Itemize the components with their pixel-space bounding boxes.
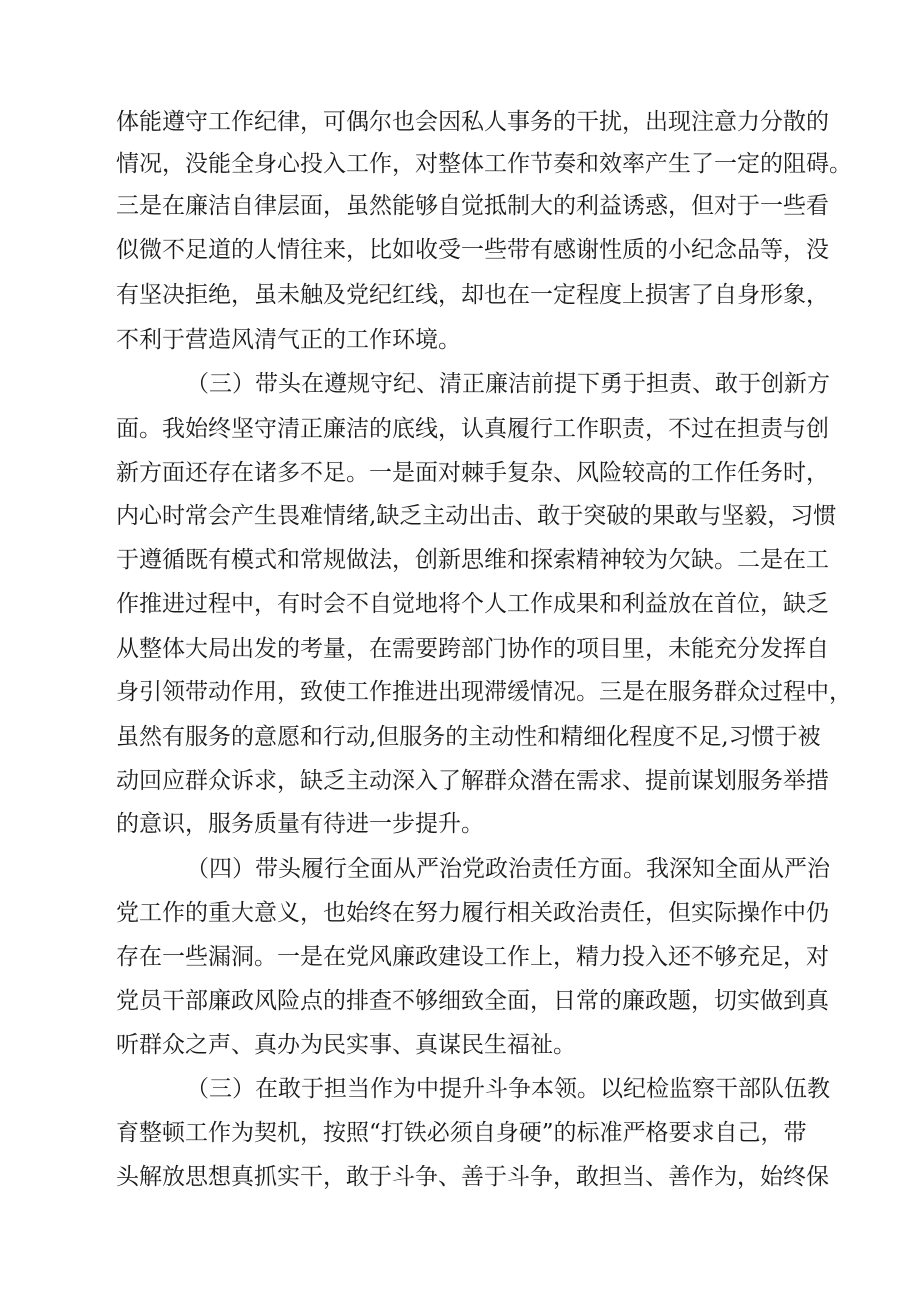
text-line: 的意识，服务质量有待进一步提升。 bbox=[116, 811, 484, 837]
text-line: 三是在廉洁自律层面，虽然能够自觉抵制大的利益诱惑，但对于一些看 bbox=[116, 193, 829, 219]
text-line: 内心时常会产生畏难情绪,缺乏主动出击、敢于突破的果敢与坚毅，习惯 bbox=[116, 503, 837, 529]
text-line: 虽然有服务的意愿和行动,但服务的主动性和精细化程度不足,习惯于被 bbox=[116, 724, 821, 750]
text-line: 体能遵守工作纪律，可偶尔也会因私人事务的干扰，出现注意力分散的 bbox=[116, 109, 829, 135]
text-line: 于遵循既有模式和常规做法，创新思维和探索精神较为欠缺。二是在工 bbox=[116, 547, 829, 573]
text-line: 存在一些漏洞。一是在党风廉政建设工作上，精力投入还不够充足，对 bbox=[116, 944, 829, 970]
text-line: 作推进过程中，有时会不自觉地将个人工作成果和利益放在首位，缺乏 bbox=[116, 591, 829, 617]
text-line: 身引领带动作用，致使工作推进出现滞缓情况。三是在服务群众过程中， bbox=[116, 679, 852, 705]
text-line: 听群众之声、真办为民实事、真谋民生福祉。 bbox=[116, 1032, 576, 1058]
text-line: （三）在敢于担当作为中提升斗争本领。以纪检监察干部队伍教 bbox=[186, 1076, 830, 1102]
text-line: 似微不足道的人情往来，比如收受一些带有感谢性质的小纪念品等，没 bbox=[116, 237, 829, 263]
text-line: 不利于营造风清气正的工作环境。 bbox=[116, 327, 461, 353]
text-line: 有坚决拒绝，虽未触及党纪红线，却也在一定程度上损害了自身形象， bbox=[116, 282, 829, 308]
text-line: 从整体大局出发的考量，在需要跨部门协作的项目里，未能充分发挥自 bbox=[116, 636, 829, 662]
text-line: 育整顿工作为契机，按照“打铁必须自身硬”的标准严格要求自己，带 bbox=[116, 1120, 807, 1146]
text-line: 头解放思想真抓实干，敢于斗争、善于斗争，敢担当、善作为，始终保 bbox=[116, 1164, 829, 1190]
text-line: 面。我始终坚守清正廉洁的底线，认真履行工作职责，不过在担责与创 bbox=[116, 416, 829, 442]
text-line: （四）带头履行全面从严治党政治责任方面。我深知全面从严治 bbox=[186, 856, 830, 882]
text-line: 情况，没能全身心投入工作，对整体工作节奏和效率产生了一定的阻碍。 bbox=[116, 151, 852, 177]
text-line: 党员干部廉政风险点的排查不够细致全面，日常的廉政题，切实做到真 bbox=[116, 988, 829, 1014]
text-line: 新方面还存在诸多不足。一是面对棘手复杂、风险较高的工作任务时， bbox=[116, 460, 829, 486]
text-line: 动回应群众诉求，缺乏主动深入了解群众潜在需求、提前谋划服务举措 bbox=[116, 768, 829, 794]
text-line: （三）带头在遵规守纪、清正廉洁前提下勇于担责、敢于创新方 bbox=[186, 371, 830, 397]
text-line: 党工作的重大意义，也始终在努力履行相关政治责任，但实际操作中仍 bbox=[116, 900, 829, 926]
